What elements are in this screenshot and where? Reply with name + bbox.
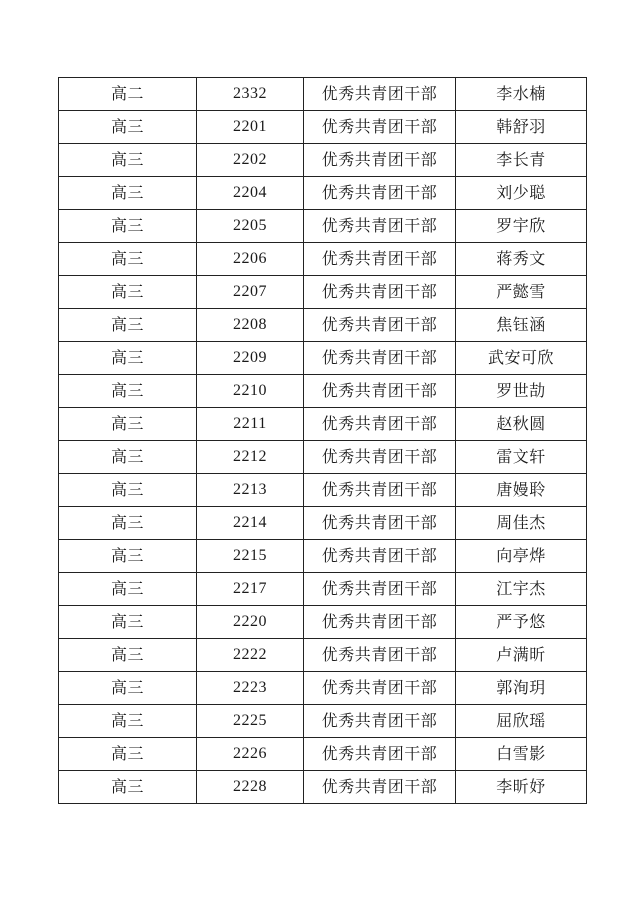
- student-name-cell: 李昕妤: [456, 771, 587, 804]
- grade-cell: 高三: [59, 177, 197, 210]
- award-title-cell: 优秀共青团干部: [304, 639, 456, 672]
- class-number-cell: 2201: [197, 111, 304, 144]
- class-number-cell: 2204: [197, 177, 304, 210]
- table-row: [59, 573, 587, 606]
- award-title-cell: 优秀共青团干部: [304, 243, 456, 276]
- grade-cell: 高三: [59, 111, 197, 144]
- student-name-cell: 韩舒羽: [456, 111, 587, 144]
- award-title-cell: 优秀共青团干部: [304, 705, 456, 738]
- award-title-cell: 优秀共青团干部: [304, 441, 456, 474]
- student-name-cell: 屈欣瑶: [456, 705, 587, 738]
- table-row: [59, 177, 587, 210]
- student-name-cell: 卢满昕: [456, 639, 587, 672]
- class-number-cell: 2205: [197, 210, 304, 243]
- table-row: [59, 144, 587, 177]
- student-name-cell: 李长青: [456, 144, 587, 177]
- class-number-cell: 2332: [197, 78, 304, 111]
- award-title-cell: 优秀共青团干部: [304, 342, 456, 375]
- award-title-cell: 优秀共青团干部: [304, 111, 456, 144]
- award-title-cell: 优秀共青团干部: [304, 672, 456, 705]
- table-row: [59, 408, 587, 441]
- grade-cell: 高三: [59, 606, 197, 639]
- class-number-cell: 2206: [197, 243, 304, 276]
- class-number-cell: 2210: [197, 375, 304, 408]
- student-name-cell: 白雪影: [456, 738, 587, 771]
- table-row: [59, 672, 587, 705]
- table-row: [59, 441, 587, 474]
- class-number-cell: 2223: [197, 672, 304, 705]
- grade-cell: 高三: [59, 771, 197, 804]
- grade-cell: 高三: [59, 705, 197, 738]
- award-title-cell: 优秀共青团干部: [304, 573, 456, 606]
- student-name-cell: 赵秋圆: [456, 408, 587, 441]
- grade-cell: 高三: [59, 573, 197, 606]
- table-row: [59, 738, 587, 771]
- grade-cell: 高三: [59, 639, 197, 672]
- class-number-cell: 2222: [197, 639, 304, 672]
- student-name-cell: 李水楠: [456, 78, 587, 111]
- grade-cell: 高三: [59, 474, 197, 507]
- table-row: [59, 507, 587, 540]
- student-name-cell: 刘少聪: [456, 177, 587, 210]
- table-row: [59, 78, 587, 111]
- class-number-cell: 2225: [197, 705, 304, 738]
- class-number-cell: 2208: [197, 309, 304, 342]
- class-number-cell: 2207: [197, 276, 304, 309]
- class-number-cell: 2214: [197, 507, 304, 540]
- award-title-cell: 优秀共青团干部: [304, 144, 456, 177]
- award-title-cell: 优秀共青团干部: [304, 309, 456, 342]
- grade-cell: 高三: [59, 342, 197, 375]
- award-title-cell: 优秀共青团干部: [304, 78, 456, 111]
- table-row: [59, 606, 587, 639]
- award-title-cell: 优秀共青团干部: [304, 276, 456, 309]
- table-row: [59, 771, 587, 804]
- grade-cell: 高三: [59, 243, 197, 276]
- award-title-cell: 优秀共青团干部: [304, 507, 456, 540]
- award-title-cell: 优秀共青团干部: [304, 408, 456, 441]
- class-number-cell: 2220: [197, 606, 304, 639]
- grade-cell: 高三: [59, 507, 197, 540]
- table-row: [59, 639, 587, 672]
- student-name-cell: 焦钰涵: [456, 309, 587, 342]
- table-row: [59, 210, 587, 243]
- award-title-cell: 优秀共青团干部: [304, 210, 456, 243]
- grade-cell: 高三: [59, 375, 197, 408]
- table-row: [59, 276, 587, 309]
- table-row: [59, 111, 587, 144]
- student-name-cell: 雷文轩: [456, 441, 587, 474]
- award-title-cell: 优秀共青团干部: [304, 606, 456, 639]
- student-name-cell: 严懿雪: [456, 276, 587, 309]
- class-number-cell: 2209: [197, 342, 304, 375]
- student-name-cell: 严予悠: [456, 606, 587, 639]
- award-title-cell: 优秀共青团干部: [304, 177, 456, 210]
- class-number-cell: 2212: [197, 441, 304, 474]
- class-number-cell: 2226: [197, 738, 304, 771]
- table-row: [59, 309, 587, 342]
- grade-cell: 高二: [59, 78, 197, 111]
- student-name-cell: 罗世劼: [456, 375, 587, 408]
- table-row: [59, 540, 587, 573]
- award-title-cell: 优秀共青团干部: [304, 540, 456, 573]
- grade-cell: 高三: [59, 408, 197, 441]
- award-roster-table: [58, 77, 587, 804]
- table-row: [59, 342, 587, 375]
- class-number-cell: 2215: [197, 540, 304, 573]
- grade-cell: 高三: [59, 276, 197, 309]
- class-number-cell: 2213: [197, 474, 304, 507]
- class-number-cell: 2202: [197, 144, 304, 177]
- award-roster-body: [59, 78, 587, 804]
- student-name-cell: 罗宇欣: [456, 210, 587, 243]
- table-row: [59, 474, 587, 507]
- award-title-cell: 优秀共青团干部: [304, 771, 456, 804]
- grade-cell: 高三: [59, 672, 197, 705]
- table-row: [59, 243, 587, 276]
- award-title-cell: 优秀共青团干部: [304, 474, 456, 507]
- grade-cell: 高三: [59, 441, 197, 474]
- grade-cell: 高三: [59, 210, 197, 243]
- table-row: [59, 705, 587, 738]
- class-number-cell: 2228: [197, 771, 304, 804]
- grade-cell: 高三: [59, 309, 197, 342]
- class-number-cell: 2211: [197, 408, 304, 441]
- award-title-cell: 优秀共青团干部: [304, 738, 456, 771]
- class-number-cell: 2217: [197, 573, 304, 606]
- student-name-cell: 郭洵玥: [456, 672, 587, 705]
- student-name-cell: 周佳杰: [456, 507, 587, 540]
- student-name-cell: 蒋秀文: [456, 243, 587, 276]
- student-name-cell: 武安可欣: [456, 342, 587, 375]
- student-name-cell: 江宇杰: [456, 573, 587, 606]
- table-row: [59, 375, 587, 408]
- grade-cell: 高三: [59, 540, 197, 573]
- student-name-cell: 向亭烨: [456, 540, 587, 573]
- student-name-cell: 唐嫚聆: [456, 474, 587, 507]
- grade-cell: 高三: [59, 144, 197, 177]
- award-title-cell: 优秀共青团干部: [304, 375, 456, 408]
- grade-cell: 高三: [59, 738, 197, 771]
